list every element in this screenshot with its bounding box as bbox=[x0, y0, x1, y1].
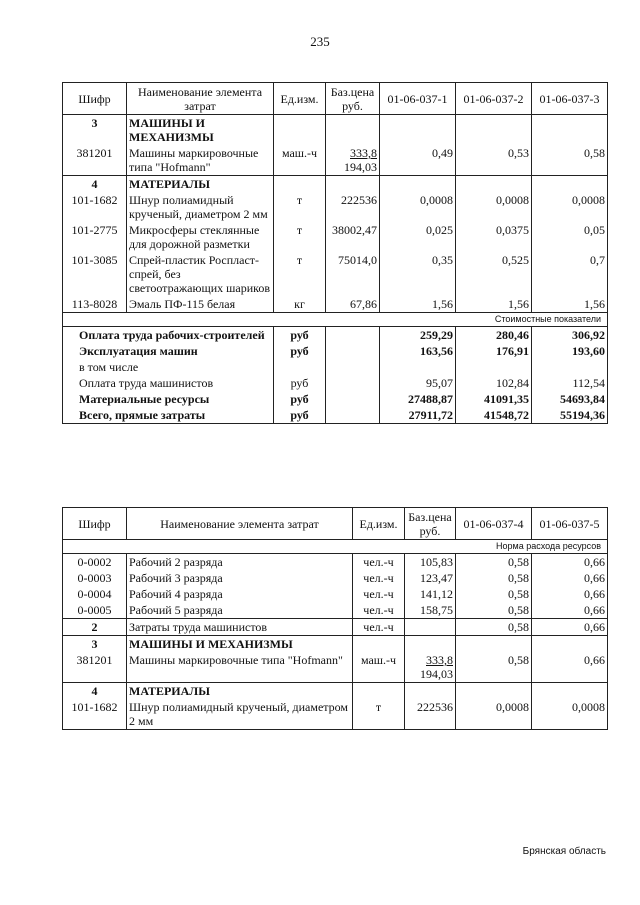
summary-value-3: 54693,84 bbox=[532, 391, 608, 407]
section-title: МАШИНЫ И МЕХАНИЗМЫ bbox=[127, 636, 353, 653]
summary-value-3: 55194,36 bbox=[532, 407, 608, 424]
summary-name: Оплата труда рабочих-строителей bbox=[63, 327, 274, 344]
row-code: 381201 bbox=[63, 145, 127, 176]
table-row bbox=[63, 602, 608, 619]
table-row bbox=[63, 145, 608, 176]
table-row bbox=[63, 570, 608, 586]
row-value-3: 0,05 bbox=[532, 222, 608, 252]
row-value-1: 0,0008 bbox=[380, 192, 456, 222]
summary-value-2: 102,84 bbox=[456, 375, 532, 391]
row-value-2: 1,56 bbox=[456, 296, 532, 313]
row-value-1: 0,0008 bbox=[456, 699, 532, 730]
summary-value-2: 280,46 bbox=[456, 327, 532, 344]
row-price bbox=[405, 652, 456, 683]
row-value-3: 1,56 bbox=[532, 296, 608, 313]
row-value-2: 0,66 bbox=[532, 554, 608, 571]
header-name: Наименование элемента затрат bbox=[127, 83, 274, 115]
summary-unit: руб bbox=[274, 375, 326, 391]
row-value-2: 0,66 bbox=[532, 570, 608, 586]
row-value-1: 0,58 bbox=[456, 570, 532, 586]
summary-value-3 bbox=[532, 359, 608, 375]
summary-value-1 bbox=[380, 359, 456, 375]
row-value-2: 0,0008 bbox=[532, 699, 608, 730]
header-name: Наименование элемента затрат bbox=[127, 508, 353, 540]
header-col-5: 01-06-037-5 bbox=[532, 508, 608, 540]
price-bottom: 194,03 bbox=[344, 160, 377, 174]
table-header-row bbox=[63, 508, 608, 540]
row-value-2: 0,53 bbox=[456, 145, 532, 176]
resource-table-1 bbox=[62, 82, 608, 424]
row-unit: чел.-ч bbox=[353, 570, 405, 586]
row-value-1: 0,025 bbox=[380, 222, 456, 252]
row-unit: т bbox=[274, 192, 326, 222]
section-title: МАШИНЫ И МЕХАНИЗМЫ bbox=[127, 115, 274, 146]
row-name: Эмаль ПФ-115 белая bbox=[127, 296, 274, 313]
price-top: 333,8 bbox=[426, 653, 453, 667]
summary-row bbox=[63, 407, 608, 424]
row-name: Рабочий 4 разряда bbox=[127, 586, 353, 602]
header-code: Шифр bbox=[63, 508, 127, 540]
footer-region: Брянская область bbox=[522, 846, 606, 857]
summary-row bbox=[63, 391, 608, 407]
row-price: 222536 bbox=[326, 192, 380, 222]
summary-value-2: 41091,35 bbox=[456, 391, 532, 407]
row-name: Шнур полиамидный крученый, диаметром 2 мм bbox=[127, 192, 274, 222]
summary-row bbox=[63, 375, 608, 391]
row-unit: чел.-ч bbox=[353, 554, 405, 571]
row-name: Спрей-пластик Роспласт-спрей, без светоотражающих шариков bbox=[127, 252, 274, 296]
row-value-1: 0,58 bbox=[456, 619, 532, 636]
row-value-1: 0,58 bbox=[456, 652, 532, 683]
summary-name: Эксплуатация машин bbox=[63, 343, 274, 359]
resource-norm-caption: Норма расхода ресурсов bbox=[63, 540, 608, 554]
summary-unit: руб bbox=[274, 327, 326, 344]
caption-row bbox=[63, 313, 608, 327]
row-price: 158,75 bbox=[405, 602, 456, 619]
operators-row bbox=[63, 619, 608, 636]
row-name: Рабочий 3 разряда bbox=[127, 570, 353, 586]
row-name: Рабочий 2 разряда bbox=[127, 554, 353, 571]
summary-value-1: 95,07 bbox=[380, 375, 456, 391]
row-price: 105,83 bbox=[405, 554, 456, 571]
summary-unit: руб bbox=[274, 391, 326, 407]
summary-value-3: 112,54 bbox=[532, 375, 608, 391]
section-title: МАТЕРИАЛЫ bbox=[127, 176, 274, 193]
summary-value-2: 176,91 bbox=[456, 343, 532, 359]
row-name: Машины маркировочные типа "Hofmann" bbox=[127, 145, 274, 176]
row-value-3: 0,0008 bbox=[532, 192, 608, 222]
row-code: 101-2775 bbox=[63, 222, 127, 252]
row-price: 75014,0 bbox=[326, 252, 380, 296]
row-code: 101-3085 bbox=[63, 252, 127, 296]
row-unit: кг bbox=[274, 296, 326, 313]
page-number: 235 bbox=[310, 34, 330, 49]
row-value-1: 1,56 bbox=[380, 296, 456, 313]
row-value-2: 0,66 bbox=[532, 586, 608, 602]
header-price: Баз.цена руб. bbox=[326, 83, 380, 115]
row-value-3: 0,7 bbox=[532, 252, 608, 296]
row-value-2: 0,525 bbox=[456, 252, 532, 296]
row-value-1: 0,58 bbox=[456, 602, 532, 619]
section-number: 4 bbox=[63, 683, 127, 700]
header-code: Шифр bbox=[63, 83, 127, 115]
header-col-1: 01-06-037-1 bbox=[380, 83, 456, 115]
header-unit: Ед.изм. bbox=[274, 83, 326, 115]
summary-value-1: 259,29 bbox=[380, 327, 456, 344]
row-unit: чел.-ч bbox=[353, 586, 405, 602]
table-header-row bbox=[63, 83, 608, 115]
summary-name: в том числе bbox=[63, 359, 274, 375]
header-col-2: 01-06-037-2 bbox=[456, 83, 532, 115]
row-value-2: 0,66 bbox=[532, 652, 608, 683]
table-row bbox=[63, 586, 608, 602]
summary-value-2 bbox=[456, 359, 532, 375]
row-value-2: 0,66 bbox=[532, 619, 608, 636]
section-row-machines bbox=[63, 636, 608, 653]
summary-value-3: 306,92 bbox=[532, 327, 608, 344]
summary-value-1: 163,56 bbox=[380, 343, 456, 359]
row-value-1: 0,35 bbox=[380, 252, 456, 296]
row-price bbox=[326, 145, 380, 176]
row-code: 101-1682 bbox=[63, 699, 127, 730]
section-number: 3 bbox=[63, 115, 127, 146]
row-price: 123,47 bbox=[405, 570, 456, 586]
row-code: 381201 bbox=[63, 652, 127, 683]
row-unit: т bbox=[353, 699, 405, 730]
cost-indicators-caption: Стоимостные показатели bbox=[63, 313, 608, 327]
row-name: Затраты труда машинистов bbox=[127, 619, 353, 636]
row-value-1: 0,49 bbox=[380, 145, 456, 176]
row-name: Шнур полиамидный крученый, диаметром 2 мм bbox=[127, 699, 353, 730]
row-unit: чел.-ч bbox=[353, 619, 405, 636]
row-code: 2 bbox=[63, 619, 127, 636]
table-row bbox=[63, 296, 608, 313]
summary-row bbox=[63, 343, 608, 359]
summary-row bbox=[63, 359, 608, 375]
row-price: 222536 bbox=[405, 699, 456, 730]
summary-name: Материальные ресурсы bbox=[63, 391, 274, 407]
summary-name: Всего, прямые затраты bbox=[63, 407, 274, 424]
summary-name: Оплата труда машинистов bbox=[63, 375, 274, 391]
resource-table-2 bbox=[62, 507, 608, 730]
row-name: Рабочий 5 разряда bbox=[127, 602, 353, 619]
row-value-1: 0,58 bbox=[456, 586, 532, 602]
summary-value-2: 41548,72 bbox=[456, 407, 532, 424]
table-row bbox=[63, 699, 608, 730]
summary-value-1: 27911,72 bbox=[380, 407, 456, 424]
row-value-2: 0,66 bbox=[532, 602, 608, 619]
row-value-3: 0,58 bbox=[532, 145, 608, 176]
row-name: Машины маркировочные типа "Hofmann" bbox=[127, 652, 353, 683]
summary-row bbox=[63, 327, 608, 344]
row-value-2: 0,0008 bbox=[456, 192, 532, 222]
section-title: МАТЕРИАЛЫ bbox=[127, 683, 353, 700]
table-row bbox=[63, 652, 608, 683]
row-value-2: 0,0375 bbox=[456, 222, 532, 252]
caption-row bbox=[63, 540, 608, 554]
header-unit: Ед.изм. bbox=[353, 508, 405, 540]
table-row bbox=[63, 192, 608, 222]
summary-unit: руб bbox=[274, 407, 326, 424]
table-row bbox=[63, 554, 608, 571]
price-top: 333,8 bbox=[350, 146, 377, 160]
price-bottom: 194,03 bbox=[420, 667, 453, 681]
summary-value-1: 27488,87 bbox=[380, 391, 456, 407]
header-col-3: 01-06-037-3 bbox=[532, 83, 608, 115]
row-unit: т bbox=[274, 252, 326, 296]
row-unit: маш.-ч bbox=[353, 652, 405, 683]
row-code: 113-8028 bbox=[63, 296, 127, 313]
row-code: 0-0003 bbox=[63, 570, 127, 586]
row-unit: т bbox=[274, 222, 326, 252]
row-price: 67,86 bbox=[326, 296, 380, 313]
row-unit: чел.-ч bbox=[353, 602, 405, 619]
row-price: 38002,47 bbox=[326, 222, 380, 252]
section-row-machines bbox=[63, 115, 608, 146]
row-value-1: 0,58 bbox=[456, 554, 532, 571]
section-row-materials bbox=[63, 176, 608, 193]
table-row bbox=[63, 252, 608, 296]
summary-unit bbox=[274, 359, 326, 375]
row-code: 0-0002 bbox=[63, 554, 127, 571]
row-code: 101-1682 bbox=[63, 192, 127, 222]
row-unit: маш.-ч bbox=[274, 145, 326, 176]
row-price: 141,12 bbox=[405, 586, 456, 602]
table-row bbox=[63, 222, 608, 252]
row-code: 0-0005 bbox=[63, 602, 127, 619]
summary-value-3: 193,60 bbox=[532, 343, 608, 359]
header-price: Баз.цена руб. bbox=[405, 508, 456, 540]
row-code: 0-0004 bbox=[63, 586, 127, 602]
summary-unit: руб bbox=[274, 343, 326, 359]
section-number: 4 bbox=[63, 176, 127, 193]
section-number: 3 bbox=[63, 636, 127, 653]
row-name: Микросферы стеклянные для дорожной разметки bbox=[127, 222, 274, 252]
row-price bbox=[405, 619, 456, 636]
section-row-materials bbox=[63, 683, 608, 700]
header-col-4: 01-06-037-4 bbox=[456, 508, 532, 540]
